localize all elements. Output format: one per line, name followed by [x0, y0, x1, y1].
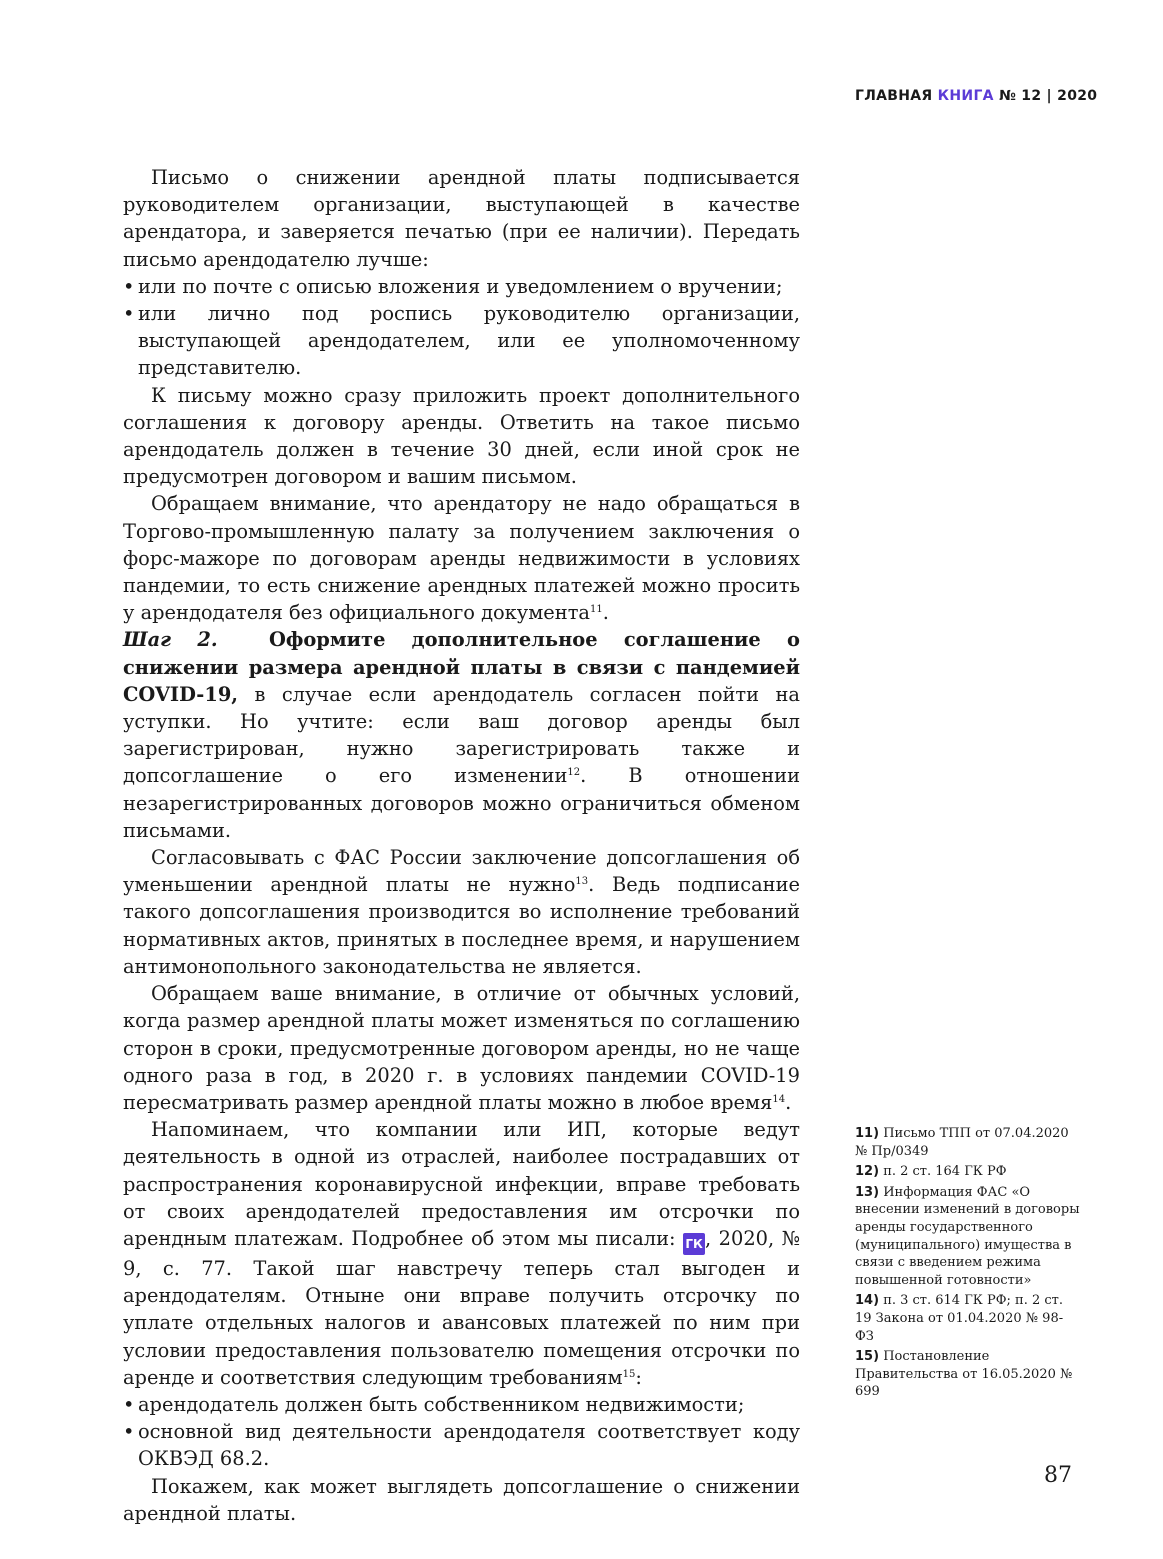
step-text-a: в случае если арендодатель согласен пойти на уступки. Но учтите: если ваш договор аренды был зарегистрирован, нужно зарегистрировать также и допсоглашение о его изменении	[123, 682, 800, 788]
fas-text-b: . Ведь подписание такого допсоглашения производится во исполнение требований нормативных актов, принятых в последнее время, и нарушением антимонопольного законодательства не является.	[123, 873, 801, 978]
footnote-text: п. 3 ст. 614 ГК РФ; п. 2 ст. 19 Закона от 01.04.2020 № 98-ФЗ	[855, 1293, 1064, 1344]
bullet-okved: • основной вид деятельности арендодателя соответствует коду ОКВЭД 68.2.	[123, 1418, 800, 1472]
bullet-owner: • арендодатель должен быть собственником недвижимости;	[123, 1391, 800, 1418]
footnote-number: 15)	[855, 1349, 880, 1365]
fas-text-a: Согласовывать с ФАС России заключение допсоглашения об уменьшении арендной платы не нужно	[123, 846, 800, 897]
footnote-number: 11)	[855, 1126, 880, 1141]
force-majeure-end: .	[602, 601, 609, 625]
deferral-text-b: , 2020, № 9, с. 77. Такой шаг навстречу теперь стал выгоден и арендодателям. Отныне они вправе получить отсрочку по уплате отдельных налогов и авансовых платежей по ним при условии предоставления пользователю помещения отсрочки по аренде и соответствия следующим требованиям	[123, 1226, 800, 1389]
footnote-text: Информация ФАС «О внесении изменений в договоры аренды государственного (муниципального) имущества в связи с введением режима повышенной готовности»	[855, 1184, 1080, 1288]
header-accent: КНИГА	[937, 88, 994, 104]
paragraph-letter-signing: Письмо о снижении арендной платы подписывается руководителем организации, выступающей в качестве арендатора, и заверяется печатью (при ее наличии). Передать письмо арендодателю лучше:	[123, 166, 800, 271]
running-header	[855, 88, 1098, 104]
footnote-text: Постановление Правительства от 16.05.2020 № 699	[855, 1349, 1073, 1400]
bullet-in-person: • или лично под роспись руководителю организации, выступающей арендодателем, или ее уполномоченному представителю.	[123, 300, 800, 382]
paragraph-rent-change	[123, 980, 800, 1116]
paragraph-attach-draft: К письму можно сразу приложить проект дополнительного соглашения к договору аренды. Ответить на такое письмо арендодатель должен в течение 30 дней, если иной срок не предусмотрен договором и вашим письмом.	[123, 383, 800, 489]
force-majeure-text: Обращаем внимание, что арендатору не надо обращаться в Торгово-промышленную палату за получением заключения о форс-мажоре по договорам аренды недвижимости в условиях пандемии, то есть снижение арендных платежей можно просить у арендодателя без официального документа	[123, 492, 800, 625]
footnote-12	[855, 1163, 1080, 1181]
footnote-text: Письмо ТПП от 07.04.2020 № Пр/0349	[855, 1126, 1069, 1159]
header-issue: № 12 | 2020	[993, 88, 1098, 104]
article-body	[123, 164, 800, 1527]
footnote-15	[855, 1348, 1080, 1401]
footnote-13	[855, 1184, 1080, 1290]
step-text-b: . В отношении незарегистрированных договоров можно ограничиться обменом письмами.	[123, 764, 800, 842]
footnote-ref-14: 14	[772, 1093, 786, 1105]
step-title: Оформите дополнительное соглашение о снижении размера арендной платы в связи с пандемией COVID-19,	[123, 628, 800, 706]
deferral-text-a: Напоминаем, что компании или ИП, которые ведут деятельность в одной из отраслей, наиболее пострадавших от распространения коронавирусной инфекции, вправе требовать от своих арендодателей предоставления им отсрочки по арендным платежам. Подробнее об этом мы писали:	[123, 1118, 800, 1250]
step-2-paragraph	[123, 626, 800, 844]
footnotes-column	[855, 1125, 1080, 1404]
rent-change-end: .	[785, 1090, 792, 1114]
footnote-ref-13: 13	[575, 876, 589, 888]
footnote-ref-11: 11	[589, 604, 603, 616]
footnote-ref-15: 15	[622, 1368, 636, 1380]
step-label: Шаг 2.	[123, 628, 218, 652]
footnote-ref-12: 12	[567, 767, 581, 779]
paragraph-deferral	[123, 1116, 800, 1391]
footnote-number: 12)	[855, 1164, 880, 1180]
footnote-number: 14)	[855, 1293, 880, 1309]
paragraph-example: Покажем, как может выглядеть допсоглашение о снижении арендной платы.	[123, 1474, 800, 1525]
footnote-11	[855, 1125, 1080, 1160]
paragraph-fas	[123, 844, 800, 980]
rent-change-text: Обращаем ваше внимание, в отличие от обычных условий, когда размер арендной платы может изменяться по соглашению сторон в сроки, предусмотренные договором аренды, но не чаще одного раза в год, в 2020 г. в условиях пандемии COVID-19 пересматривать размер арендной платы можно в любое время	[123, 982, 800, 1114]
footnote-number: 13)	[855, 1184, 880, 1200]
footnote-14	[855, 1292, 1080, 1345]
glavkniga-logo-icon[interactable]: ГК	[683, 1233, 705, 1255]
header-pre: ГЛАВНАЯ	[855, 88, 938, 104]
deferral-text-c: :	[635, 1365, 642, 1389]
bullet-by-mail: • или по почте с описью вложения и уведомлением о вручении;	[123, 273, 800, 300]
paragraph-force-majeure	[123, 490, 800, 626]
footnote-text: п. 2 ст. 164 ГК РФ	[883, 1164, 1007, 1180]
page-number: 87	[1044, 1463, 1072, 1488]
